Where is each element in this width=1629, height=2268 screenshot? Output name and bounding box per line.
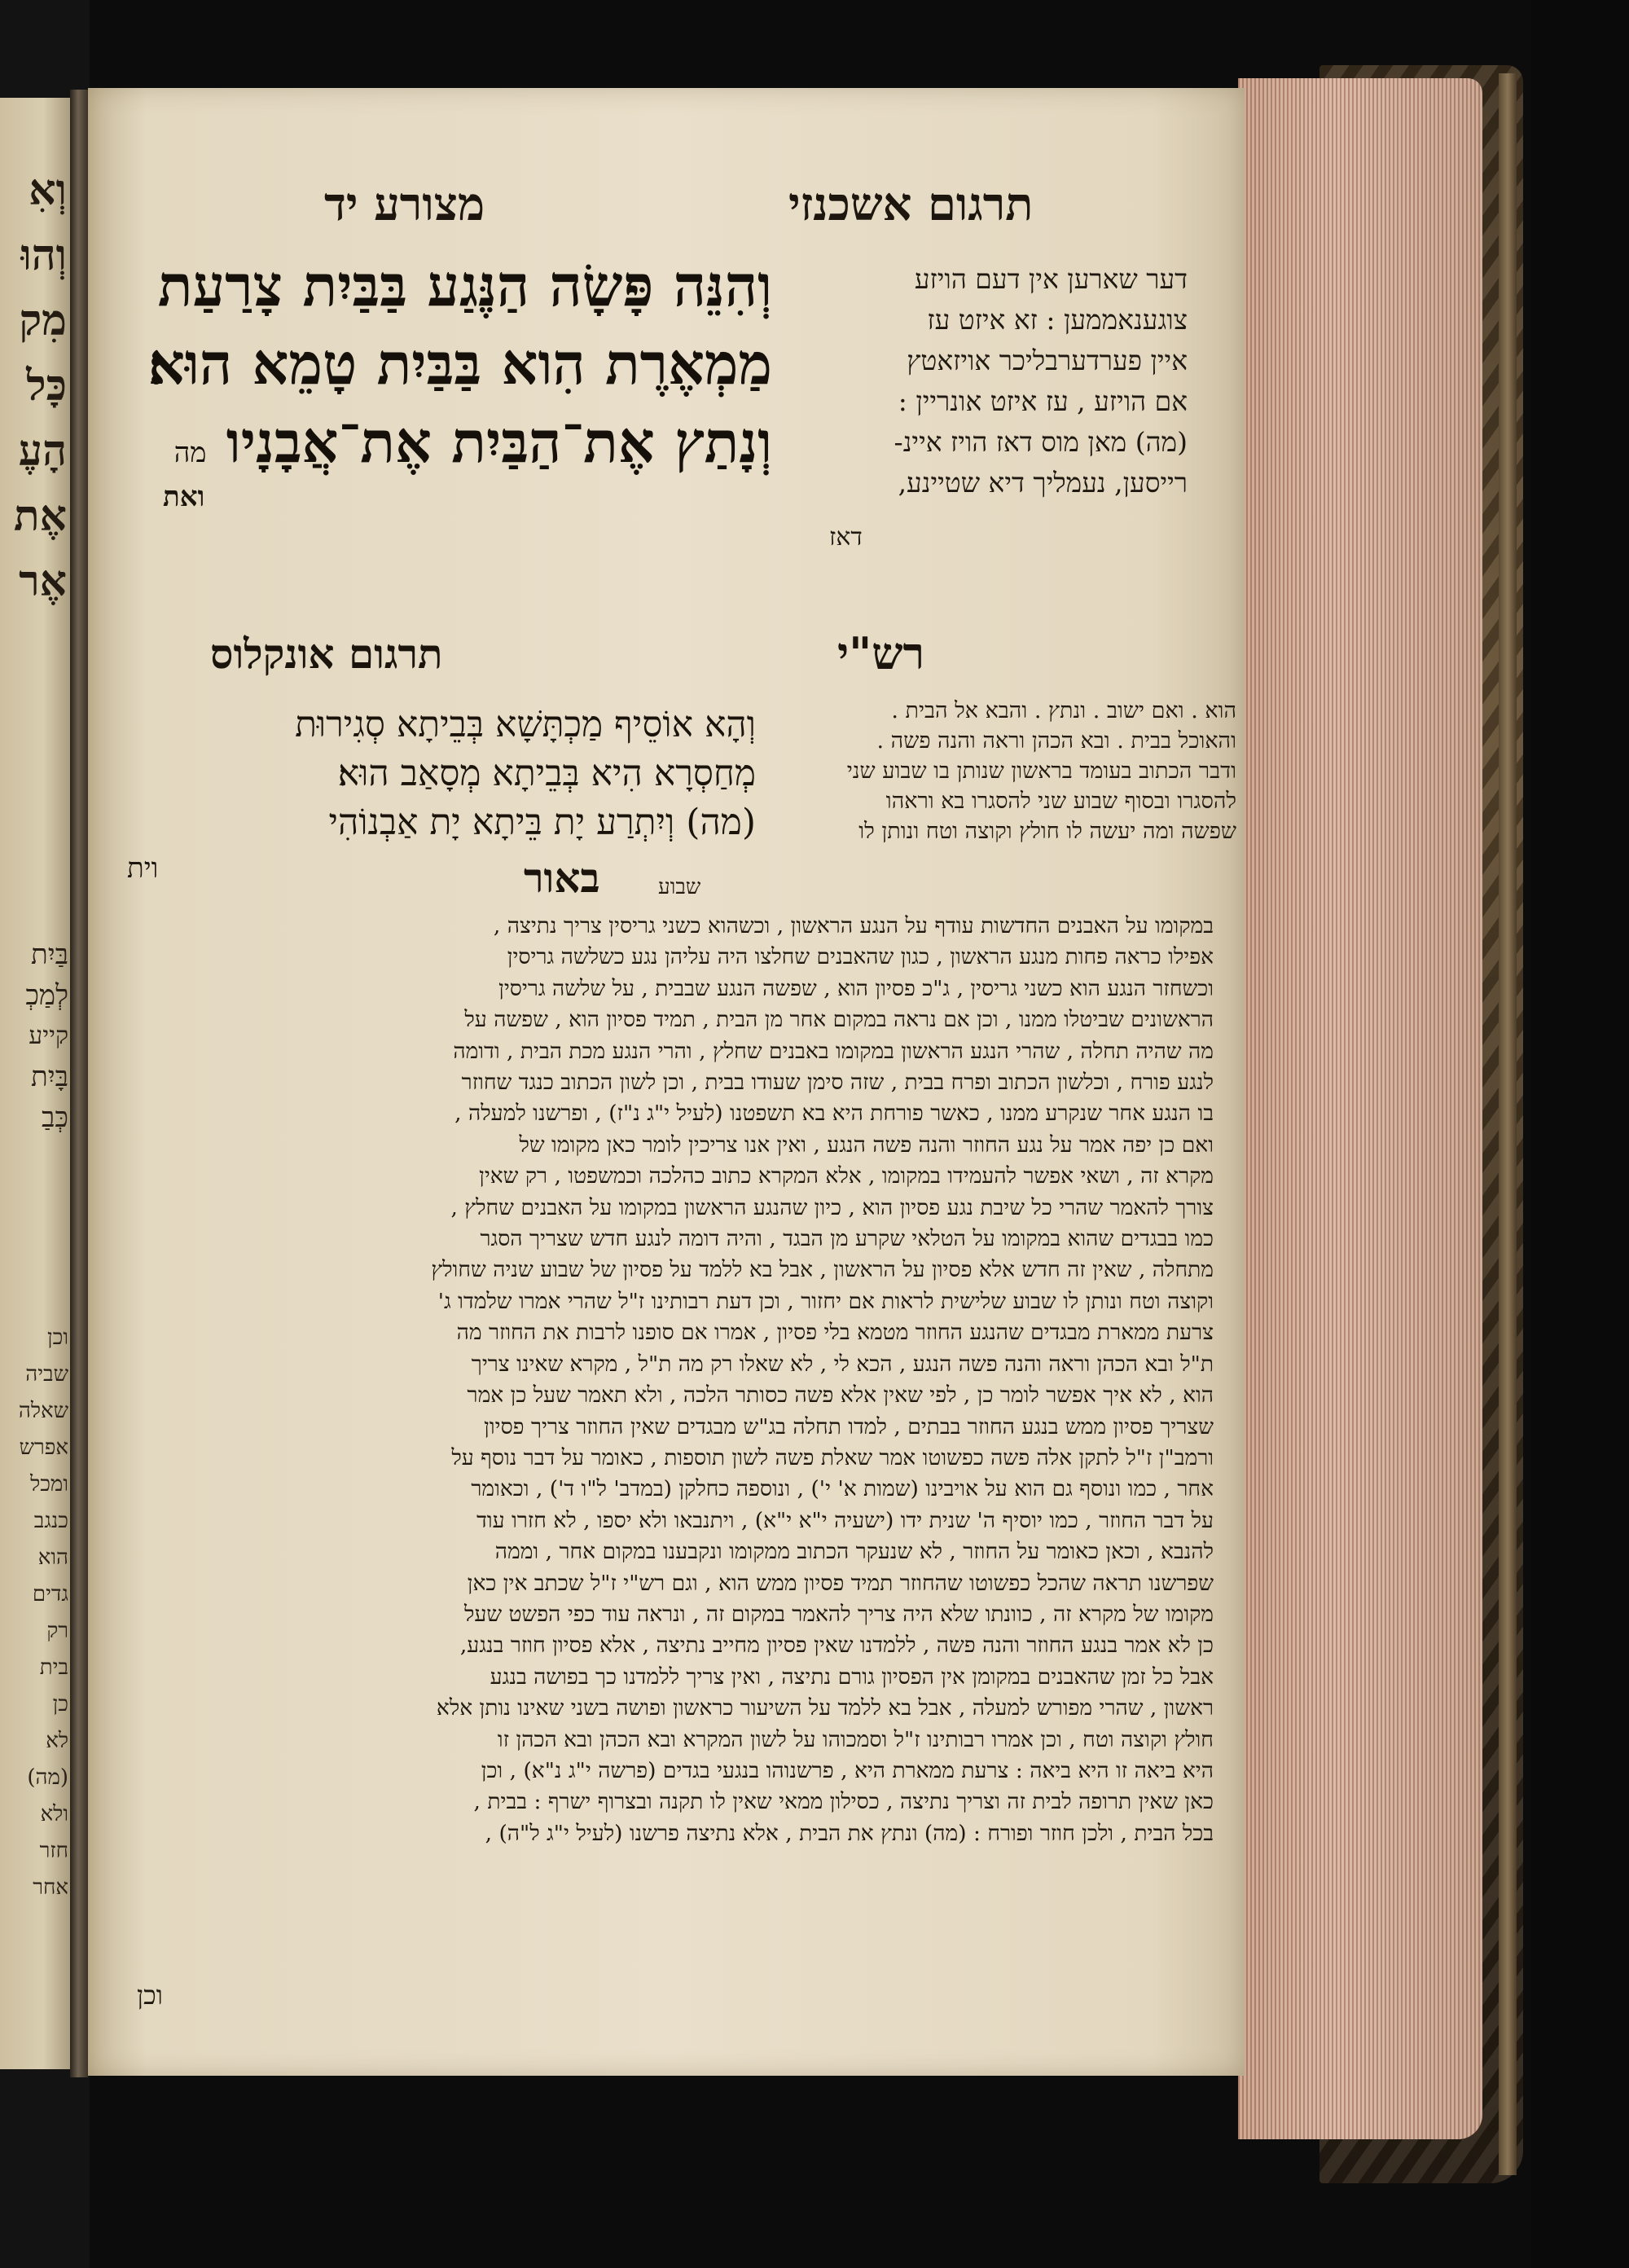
verse-line: וְהִנֵּה פָּשָׂה הַנֶּגַע בַּבַּיִת צָרַעַת bbox=[157, 252, 772, 319]
targum-ashkenazi-text bbox=[805, 259, 1188, 503]
biur-line: ראשון , שהרי מפורש למעלה , אבל בא ללמד על השיעור כראשון ופושה בשני שאינו נותן אלא bbox=[436, 1695, 1214, 1721]
biur-line: אחר , כמו ונוסף גם הוא על אויבינו (שמות א' י') , ונוספה כחלקן (במדב' ל"ו ד') , וכאומר bbox=[471, 1476, 1214, 1502]
left-fragment-small: בָּיִת bbox=[30, 1061, 68, 1093]
left-fragment: מִק bbox=[19, 296, 67, 345]
rashi-line: להסגרו ובסוף שבוע שני להסגרו בא וראהו bbox=[885, 789, 1236, 814]
left-fragment-small: כְּבַ bbox=[41, 1101, 68, 1134]
left-side-note: הוא bbox=[37, 1545, 68, 1570]
onkelos-line: וְהָא אוֹסֵיף מַכְתָּשָׁא בְּבֵיתָא סְגִירוּת bbox=[295, 704, 756, 745]
biur-line: על דבר החוזר , כמו יוסיף ה' שנית ידו (ישעיה י"א י"א) , ויתנבאו ולא יספו , לא חזרו עוד bbox=[476, 1507, 1214, 1533]
rashi-line: הוא . ואם ישוב . ונתץ . והבא אל הבית . bbox=[891, 698, 1236, 723]
verse-number-marker: מה bbox=[173, 437, 207, 469]
left-side-note: אחר bbox=[33, 1875, 68, 1900]
biur-line: הוא , לא איך אפשר לומר כן , לפי שאין אלא פשה כסותר הלכה , ולא תאמר שעל כן אמר bbox=[467, 1382, 1214, 1409]
left-side-note: גדים bbox=[32, 1582, 68, 1606]
page-fore-edge bbox=[1238, 78, 1482, 2139]
left-side-note: בית bbox=[39, 1655, 68, 1680]
verse-catchword: ואת bbox=[163, 481, 205, 513]
biur-line: אפילו כראה פחות מנגע הראשון , כגון שהאבנים שחלצו היה עליהן נגע כשלשה גריסין bbox=[507, 944, 1214, 970]
biur-line: שצריך פסיון ממש בנגע החוזר בבתים , למדו תחלה בג"ש מבגדים שאין החוזר צריך פסיון bbox=[484, 1413, 1214, 1439]
rashi-line: שפשה ומה יעשה לו חולץ וקוצה וטח ונותן לו bbox=[858, 819, 1236, 844]
biur-line: בכל הבית , ולכן חוזר ופורח : (מה) ונתץ את הבית , אלא נתיצה פרשנו (לעיל י"ג ל"ה) , bbox=[485, 1820, 1214, 1846]
ashkenazi-line: רייסען, נעמליך דיא שטיינע, bbox=[898, 467, 1188, 499]
biur-line: ואם כן יפה אמר על נגע החוזר והנה פשה הנגע , ואין אנו צריכין לומר כאן מקומו של bbox=[519, 1132, 1214, 1158]
left-fragment: אֶר bbox=[19, 556, 67, 606]
biur-line: צרעת ממארת מבגדים שהנגע החוזר מטמא בלי פסיון , אמרו אם סופנו לרבות את החוזר מה bbox=[456, 1320, 1214, 1346]
biur-line: חולץ וקוצה וטח , וכן אמרו רבותינו ז"ל וסמכוהו על לשון המקרא ובא הכהן ובא הכהן זו bbox=[497, 1726, 1214, 1752]
left-side-note: רק bbox=[46, 1619, 68, 1643]
scanner-background-right bbox=[1531, 0, 1629, 2268]
biur-line: כמו בבגדים שהוא במקומו על הטלאי שקרע מן הבגד , והיה דומה לנגע חדש שצריך הסגר bbox=[480, 1226, 1214, 1252]
onkelos-line: מְחַסְרָא הִיא בְּבֵיתָא מְסָאַב הוּא׃ bbox=[337, 753, 756, 794]
biur-line: מקרא זה , ושאי אפשר להעמידו במקומו , אלא המקרא כתוב כהלכה וכמשפטו , רק שאין bbox=[479, 1163, 1214, 1189]
rashi-line: ודבר הכתוב בעומד בראשון שנותן בו שבוע שני bbox=[846, 758, 1236, 784]
biur-line: בו הנגע אחר שנקרע ממנו , כאשר פורחת היא בא תשפטנו (לעיל י"ג נ"ז) , ופרשנו למעלה , bbox=[454, 1101, 1214, 1127]
ashkenazi-line: דער שארען אין דעם הויזע bbox=[914, 263, 1188, 295]
left-side-note: וכן bbox=[47, 1325, 68, 1350]
left-fragment-small: לְמַכְ bbox=[25, 979, 68, 1012]
rashi-text bbox=[683, 696, 1236, 846]
biur-line: מתחלה , שאין זה חדש אלא פסיון על הראשון , אבל בא ללמד על פסיון של שבוע שניה שחולץ bbox=[431, 1257, 1214, 1283]
biur-line: להנבא , וכאן כאומר על החוזר , לא שנעקר הכתוב ממקומו ונקבענו במקום אחר , וממה bbox=[494, 1539, 1214, 1565]
left-side-note: חזר bbox=[39, 1839, 68, 1863]
biur-line: מקומו של מקרא זה , כוונתו שלא היה צריך להאמר במקום זה , ונראה עוד כפי הפשט שעל bbox=[463, 1601, 1214, 1627]
ashkenazi-line: אם הויזע , עז איזט אונריין : bbox=[898, 385, 1188, 417]
left-side-note: שאלה bbox=[18, 1399, 68, 1423]
left-side-note: ומכל bbox=[30, 1472, 68, 1497]
left-fragment: וְאִ bbox=[29, 165, 67, 215]
left-side-note: ולא bbox=[40, 1802, 68, 1826]
onkelos-title: תרגום אונקלוס bbox=[210, 630, 443, 678]
book-gutter bbox=[70, 90, 88, 2077]
biur-line: הראשונים שביטלו ממנו , וכן אם נראה במקום אחר מן הבית , תמיד פסיון הוא , שפשה על bbox=[464, 1007, 1214, 1033]
rashi-title: רש"י bbox=[837, 627, 925, 679]
verse-line bbox=[96, 403, 772, 492]
left-side-note: כנגב bbox=[33, 1509, 68, 1533]
biur-line: שפרשנו תראה שהכל כפשוטו שהחוזר תמיד פסיון ממש הוא , וגם רש"י ז"ל שכתב אין כאן bbox=[467, 1570, 1214, 1596]
biur-line: וכשחזר הנגע הוא כשני גריסין , ג"כ פסיון הוא , שפשה הנגע שבבית , על שלשה גריסין bbox=[498, 975, 1214, 1001]
left-fragment: אֶת bbox=[13, 491, 67, 541]
left-side-note: (מה) bbox=[27, 1765, 68, 1790]
verse-line-text: וְנָתַץ אֶת־הַבַּיִת אֶת־אֲבָנָיו bbox=[226, 408, 772, 476]
biur-line: לנגע פורח , וכלשון הכתוב ופרח בבית , שזה סימן שעודו בבית , וכן לשון הכתוב כנגד שחוזר bbox=[461, 1070, 1214, 1096]
biur-line: וקוצה וטח ונותן לו שבוע שלישית לראות אם יחזור , וכן דעת רבותינו ז"ל שהרי אמרו שלמדו ג' bbox=[437, 1288, 1214, 1314]
left-side-note: אפרש bbox=[19, 1435, 68, 1460]
running-header-right: תרגום אשכנזי bbox=[788, 178, 1034, 231]
biur-title: באור bbox=[524, 854, 600, 902]
left-fragment-small: בַּיִת bbox=[30, 938, 68, 971]
book-cover-edge bbox=[1499, 73, 1517, 2175]
ashkenazi-line: צוגענאממען : זא איזט עז bbox=[927, 304, 1188, 336]
left-fragment: וְהוּ bbox=[20, 231, 67, 280]
biur-line: כן לא אמר בנגע החוזר והנה פשה , ללמדנו שאין פסיון מחייב נתיצה , אלא פסיון חוזר בנגע, bbox=[459, 1633, 1214, 1659]
ashkenazi-line: (מה) מאן מוס דאז הויז איינ- bbox=[894, 426, 1188, 458]
left-side-note: שביה bbox=[25, 1362, 68, 1387]
biur-catchword: וכן bbox=[137, 1980, 163, 2011]
left-fragment: הָעֶ bbox=[18, 426, 67, 476]
biur-line: היא ביאה זו היא ביאה : צרעת ממארת היא , פרשנוהו בנגעי בגדים (פרשה י"ג נ"א) , וכן bbox=[481, 1757, 1214, 1783]
biur-line: ורמב"ן ז"ל לתקן אלה פשה כפשוטו אמר שאלת פשה לשון תוספות , כאומר על דבר נוסף על bbox=[451, 1444, 1214, 1470]
biur-line: במקומו על האבנים החדשות עודף על הנגע הראשון , וכשהוא כשני גריסין צריך נתיצה , bbox=[493, 913, 1214, 938]
biur-line: כאן שאין תרופה לבית זה וצריך נתיצה , כסילון ממאי שאין לו תקנה ובצרוף ישרף : בבית , bbox=[473, 1789, 1214, 1815]
running-header-left: מצורע יד bbox=[324, 178, 485, 231]
onkelos-line: (מה) וְיִתְרַע יָת בֵּיתָא יָת אַבְנוֹהִי bbox=[328, 802, 756, 843]
onkelos-text bbox=[104, 701, 756, 847]
left-fragment: כָּל bbox=[26, 361, 67, 411]
left-fragment-small: קייע bbox=[29, 1022, 68, 1050]
facing-page-left bbox=[0, 98, 72, 2069]
biur-line: צורך להאמר שהרי כל שיבת נגע פסיון הוא , כיון שהנגע הראשון במקומו על האבנים שחלץ , bbox=[450, 1194, 1214, 1220]
biur-commentary bbox=[98, 911, 1214, 1849]
biur-line: מה שהיה תחלה , שהרי הנגע הראשון במקומו באבנים שחלץ , והרי הנגע מכת הבית , ודומה bbox=[453, 1038, 1214, 1064]
verse-line: מַמְאֶרֶת הִוא בַּבַּיִת טָמֵא הוּא׃ bbox=[148, 330, 772, 398]
biur-line: ת"ל ובא הכהן וראה והנה פשה הנגע , הכא לי , לא שאלו רק מה ת"ל , מקרא שאינו צריך bbox=[471, 1351, 1214, 1377]
verse-text bbox=[96, 247, 772, 492]
ashkenazi-catchword: דאז bbox=[829, 523, 863, 552]
main-page bbox=[88, 88, 1245, 2076]
biur-line: אבל כל זמן שהאבנים במקומן אין הפסיון גורם נתיצה , ואין צריך ללמדנו כך בפושה בנגע bbox=[490, 1664, 1214, 1690]
onkelos-catchword: וית bbox=[127, 852, 159, 885]
rashi-line: והאוכל בבית . ובא הכהן וראה והנה פשה . bbox=[876, 728, 1236, 754]
left-side-note: לא bbox=[46, 1729, 68, 1753]
ashkenazi-line: איין פערדערבליכר אויזאטץ bbox=[907, 345, 1188, 376]
left-side-note: כן bbox=[52, 1692, 68, 1716]
rashi-catchword: שבוע bbox=[658, 875, 701, 899]
